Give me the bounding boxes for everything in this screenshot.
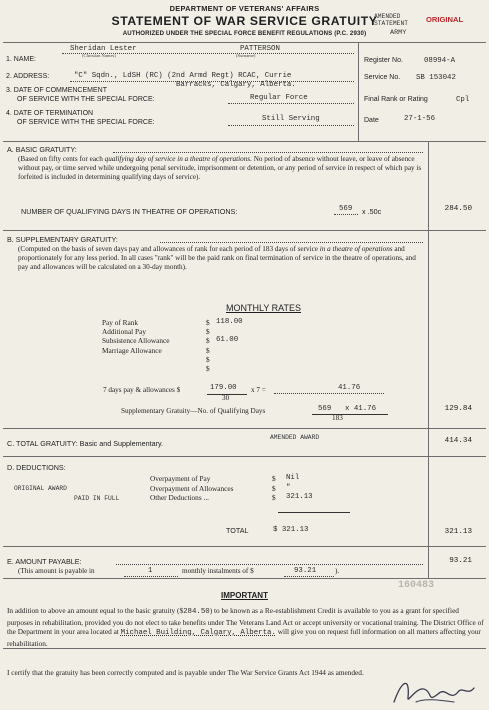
deductions-total-label: TOTAL <box>226 526 249 535</box>
section-b-title-line <box>160 242 423 243</box>
rule-important-bottom <box>3 648 486 649</box>
section-a-text <box>18 155 422 183</box>
monthly-rates-title: MONTHLY RATES <box>226 303 302 313</box>
section-c-title: C. TOTAL GRATUITY: Basic and Supplementary. <box>7 439 164 448</box>
qualifying-days-line <box>334 214 358 215</box>
rule-section-a-bottom <box>3 230 486 231</box>
section-b-text-2: and proportionately for any less period. In all cases "rank" will be the paid rank on final termination of service in the theatre of operations, and pay and allowances will be calculated on a 30-day month). <box>18 245 416 272</box>
important-title: IMPORTANT <box>221 591 268 600</box>
monthly-rate-currency: $ <box>206 318 210 327</box>
instalments-count-line <box>124 576 178 577</box>
authorization-line: AUTHORIZED UNDER THE SPECIAL FORCE BENEFIT REGULATIONS (P.C. 2930) <box>122 30 367 37</box>
address-label: 2. ADDRESS: <box>6 73 50 80</box>
supplementary-fraction-bar <box>312 414 388 415</box>
supplementary-denominator: 183 <box>332 414 343 422</box>
termination-line <box>228 125 354 126</box>
section-b-text <box>18 245 422 273</box>
monthly-rate-currency: $ <box>206 327 210 337</box>
important-text-3: will give you on request full information on all matters affecting your rehabilitation. <box>7 627 481 648</box>
section-a-text-emphasis: qualifying day of service in a theatre of operations. <box>104 155 252 163</box>
signature-scribble-icon <box>388 672 478 708</box>
final-rank-value: Cpl <box>456 96 470 104</box>
original-stamp: ORIGINAL <box>426 15 464 24</box>
seven-days-label: 7 days pay & allowances $ <box>103 386 181 394</box>
instalment-value-line <box>284 576 334 577</box>
stamp-statement-text: STATEMENT <box>374 20 409 28</box>
monthly-rate-currency: $ <box>206 336 210 346</box>
surname-caption: (Surname) <box>236 53 256 58</box>
deduction-value: " <box>286 483 291 492</box>
rule-section-e-bottom <box>3 578 486 579</box>
address-line-1: "C" Sqdn., LdSH (RC) (2nd Armd Regt) RCAC, Currie <box>74 72 292 80</box>
deduction-label: Overpayment of Allowances <box>150 483 234 493</box>
monthly-rate-value: 118.00 <box>216 318 243 326</box>
deduction-label: Other Deductions ... <box>150 493 209 503</box>
deduction-currency: $ <box>272 483 276 493</box>
monthly-rate-label: Pay of Rank <box>102 318 139 327</box>
monthly-rate-currency: $ <box>206 345 210 355</box>
seven-days-result-line <box>274 393 384 394</box>
supplementary-gratuity-amount: 129.84 <box>444 405 472 413</box>
service-number-value: SB 153042 <box>416 74 456 82</box>
qualifying-days-label: NUMBER OF QUALIFYING DAYS IN THEATRE OF OPERATIONS: <box>21 207 238 216</box>
deduction-currency: $ <box>272 493 276 503</box>
important-heading <box>0 591 489 600</box>
deductions-sum-rule <box>278 512 350 513</box>
termination-value: Still Serving <box>262 115 320 123</box>
deduction-value: Nil <box>286 474 300 482</box>
commencement-value: Regular Force <box>250 94 308 102</box>
monthly-rate-currency: $ <box>206 354 210 364</box>
rule-top <box>3 42 486 43</box>
service-number-label: Service No. <box>364 74 401 81</box>
amount-payable: 93.21 <box>449 557 472 565</box>
commencement-label-1: 3. DATE OF COMMENCEMENT <box>6 87 107 94</box>
district-office-address: Michael Building, Calgary, Alberta. <box>120 629 276 638</box>
instalments-count: 1 <box>148 567 153 575</box>
deductions-total-value: $ 321.13 <box>273 526 309 534</box>
monthly-rate-label: Marriage Allowance <box>102 345 162 355</box>
name-line <box>62 53 354 54</box>
monthly-rate-value: 61.00 <box>216 336 239 345</box>
basic-gratuity-amount: 284.50 <box>444 205 472 213</box>
qualifying-days-rate: x .50c <box>362 207 382 216</box>
paid-in-full-note: PAID IN FULL <box>74 495 120 502</box>
department-heading: DEPARTMENT OF VETERANS' AFFAIRS <box>169 4 320 13</box>
monthly-rate-label: Additional Pay <box>102 327 146 337</box>
deduction-value: 321.13 <box>286 493 313 502</box>
final-rank-label: Final Rank or Rating <box>364 96 428 103</box>
times-seven: x 7 = <box>251 386 266 394</box>
name-label: 1. NAME: <box>6 56 36 63</box>
termination-label-2: OF SERVICE WITH THE SPECIAL FORCE: <box>17 119 155 126</box>
section-e-text-1: (This amount is payable in <box>18 567 95 575</box>
original-award-note: ORIGINAL AWARD <box>14 485 67 492</box>
termination-label-1: 4. DATE OF TERMINATION <box>6 110 94 117</box>
certification-statement: I certify that the gratuity has been correctly computed and is payable under The War Service Grants Act 1944 as amended. <box>7 668 364 677</box>
seven-days-result: 41.76 <box>338 384 361 392</box>
register-value: 08994-A <box>424 57 456 65</box>
important-text-2: ) to be known as a Re-establishment Credit is available to you as a grant for specified purposes in rehabilitation, provided you do not elect to take benefits under The Veterans Land Act or accept university or vocational training. The District Office of the Department in your area located at <box>7 606 484 637</box>
army-stamp: ARMY <box>390 29 407 37</box>
christian-names-value: Sheridan Lester <box>70 45 137 53</box>
monthly-rate-currency: $ <box>206 364 210 373</box>
amended-award-stamp: AMENDED AWARD <box>270 434 320 441</box>
section-b-text-1: (Computed on the basis of seven days pay and allowances of rank for each period of 183 days of service <box>18 245 320 253</box>
address-line-2: Barracks, Calgary, Alberta. <box>176 81 296 89</box>
rule-identity-bottom <box>3 141 486 142</box>
commencement-line <box>228 103 354 104</box>
important-text-1: In addition to above an amount equal to the basic gratuity ($ <box>7 606 184 615</box>
rule-section-b-bottom <box>3 428 486 429</box>
stamp-amended-text: AMENDED <box>374 13 401 20</box>
monthly-rate-label: Subsistence Allowance <box>102 336 170 346</box>
seven-days-numerator: 179.00 <box>210 384 237 392</box>
rule-identity-divider <box>358 42 359 141</box>
supplementary-days: 569 <box>318 405 332 413</box>
section-a-text-rest: No period of absence without leave, or leave of absence without pay, or time served while undergoing penal servitude, imprisonment or detention, or any period of service in respect of which pay is forfeited is included in determining qualifying days of service). <box>18 155 422 182</box>
instalment-value: 93.21 <box>294 567 317 575</box>
important-paragraph <box>7 606 485 648</box>
section-a-text-prefix: (Based on fifty cents for each <box>18 155 105 163</box>
document-title: STATEMENT OF WAR SERVICE GRATUITY <box>111 14 378 28</box>
section-b-text-emphasis: in a theatre of operations <box>319 245 393 253</box>
date-value: 27-1-56 <box>404 115 436 123</box>
date-label: Date <box>364 117 379 124</box>
commencement-label-2: OF SERVICE WITH THE SPECIAL FORCE: <box>17 96 155 103</box>
deduction-label: Overpayment of Pay <box>150 474 211 483</box>
rule-section-c-bottom <box>3 456 486 457</box>
seven-days-denominator: 30 <box>222 394 230 402</box>
section-a-title: A. BASIC GRATUITY: <box>7 145 77 154</box>
surname-value: PATTERSON <box>240 45 280 53</box>
deduction-currency: $ <box>272 474 276 483</box>
deductions-amount: 321.13 <box>444 528 472 536</box>
stamped-number: 160483 <box>398 580 435 591</box>
total-gratuity-amount: 414.34 <box>444 437 472 445</box>
re-establishment-amount: 284.50 <box>183 608 210 616</box>
section-a-title-line <box>113 152 423 153</box>
amended-stamp <box>374 13 408 28</box>
section-e-title-line <box>116 564 423 565</box>
supplementary-multiplier: x 41.76 <box>345 405 377 413</box>
section-b-title: B. SUPPLEMENTARY GRATUITY: <box>7 235 118 244</box>
rule-section-d-bottom <box>3 546 486 547</box>
register-label: Register No. <box>364 57 403 64</box>
section-e-title: E. AMOUNT PAYABLE: <box>7 557 82 566</box>
section-e-text-2: monthly instalments of $ <box>182 567 254 575</box>
christian-names-caption: (Christian Names) <box>82 53 116 58</box>
qualifying-days-value: 569 <box>339 205 353 213</box>
supplementary-label: Supplementary Gratuity—No. of Qualifying Days <box>121 407 266 415</box>
section-d-title: D. DEDUCTIONS: <box>7 463 66 472</box>
section-e-text-3: ). <box>335 567 340 575</box>
